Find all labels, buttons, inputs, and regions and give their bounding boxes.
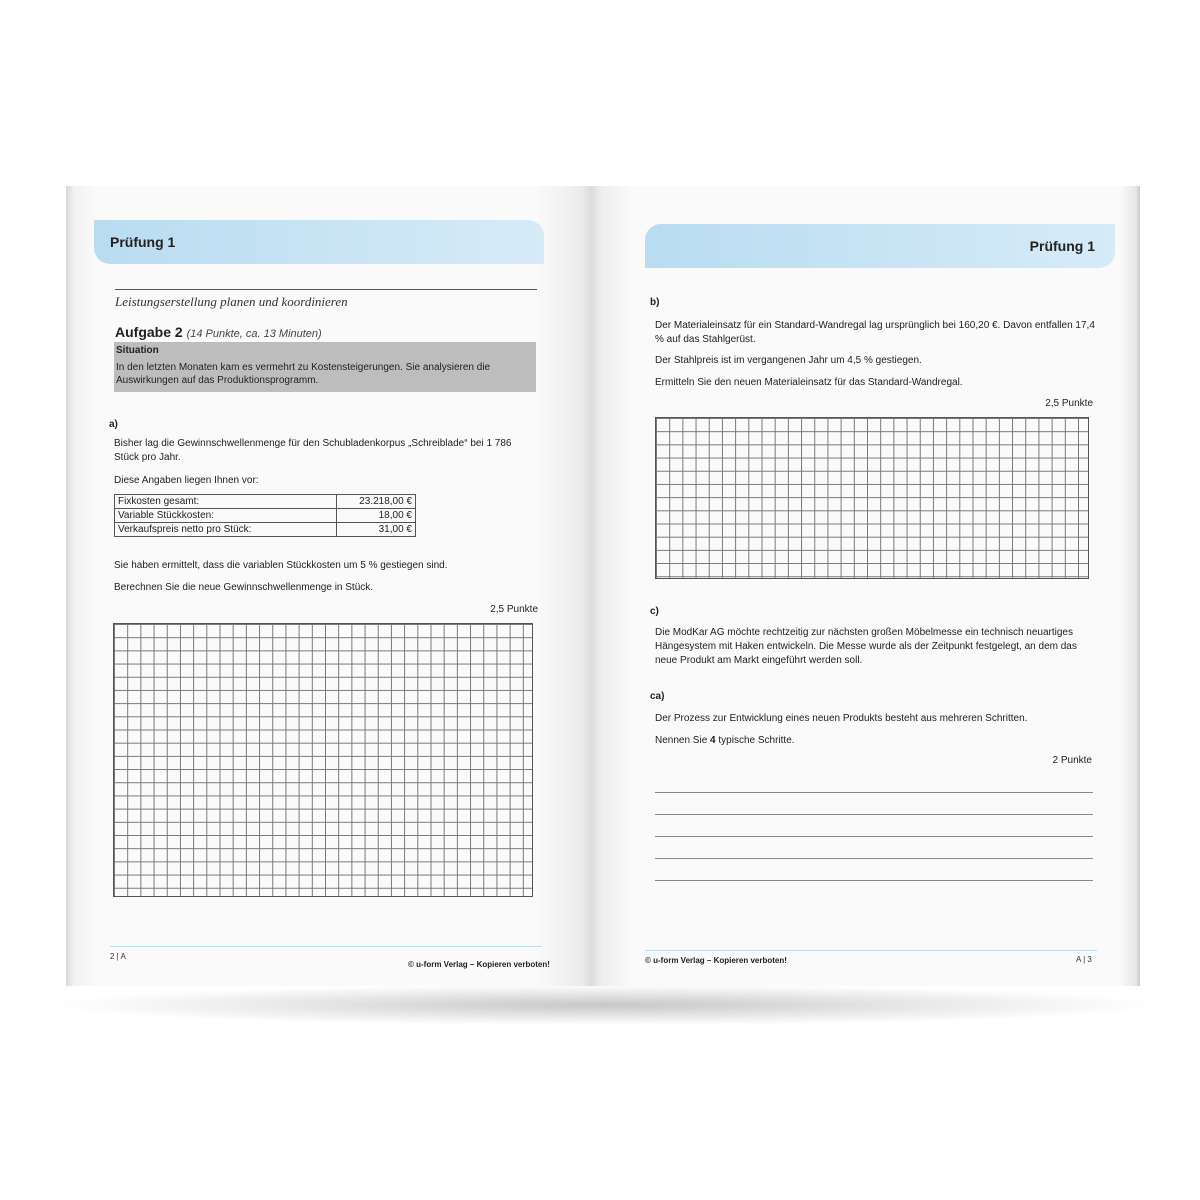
part-a-task: Berechnen Sie die neue Gewinnschwellenmenge in Stück. <box>114 582 374 593</box>
page-number: 2 | A <box>110 952 126 961</box>
page-number: A | 3 <box>1076 955 1092 964</box>
task-suffix: typische Schritte. <box>715 735 795 746</box>
footer-divider <box>110 946 542 947</box>
table-cell-label: Fixkosten gesamt: <box>115 495 337 509</box>
header-title: Prüfung 1 <box>110 234 176 250</box>
points-label: 2 Punkte <box>1052 755 1092 766</box>
table-cell-value: 18,00 € <box>337 509 416 523</box>
task-number: 4 <box>710 735 716 746</box>
table-cell-value: 23.218,00 € <box>337 495 416 509</box>
situation-box <box>114 342 536 392</box>
cost-table <box>114 494 416 537</box>
task-title <box>115 324 322 340</box>
table-row <box>115 495 416 509</box>
part-ca-label: ca) <box>650 691 665 702</box>
footer-divider <box>645 950 1097 951</box>
part-a-info: Sie haben ermittelt, dass die variablen Stückkosten um 5 % gestiegen sind. <box>114 560 448 571</box>
table-cell-value: 31,00 € <box>337 523 416 537</box>
table-row <box>115 509 416 523</box>
part-c-label: c) <box>650 606 659 617</box>
header-title: Prüfung 1 <box>1029 238 1095 254</box>
answer-grid[interactable] <box>655 417 1089 579</box>
task-prefix: Nennen Sie <box>655 735 711 746</box>
part-ca-text: Der Prozess zur Entwicklung eines neuen Produkts besteht aus mehreren Schritten. <box>655 713 1028 724</box>
book-shadow <box>60 985 1150 1025</box>
part-a-label: a) <box>109 419 118 430</box>
points-label: 2,5 Punkte <box>1045 398 1093 409</box>
copyright-notice: © u-form Verlag – Kopieren verboten! <box>408 960 550 969</box>
answer-grid[interactable] <box>113 623 533 897</box>
part-a-intro: Bisher lag die Gewinnschwellenmenge für den Schubladenkorpus „Schreiblade“ bei 1 786 Stück pro Jahr. <box>114 438 512 463</box>
task-name: Aufgabe 2 <box>115 324 183 340</box>
answer-line[interactable] <box>655 858 1093 859</box>
answer-line[interactable] <box>655 836 1093 837</box>
table-cell-label: Verkaufspreis netto pro Stück: <box>115 523 337 537</box>
copyright-notice: © u-form Verlag – Kopieren verboten! <box>645 956 787 965</box>
page-header <box>645 224 1115 268</box>
page-header <box>94 220 544 264</box>
table-row <box>115 523 416 537</box>
situation-text: In den letzten Monaten kam es vermehrt zu Kostensteigerungen. Sie analysieren die Auswirkungen auf das Produktionsprogramm. <box>116 362 491 386</box>
situation-label: Situation <box>116 345 159 356</box>
answer-line[interactable] <box>655 880 1093 881</box>
part-a-given: Diese Angaben liegen Ihnen vor: <box>114 475 259 486</box>
part-b-label: b) <box>650 297 660 308</box>
right-page <box>590 186 1140 986</box>
table-cell-label: Variable Stückkosten: <box>115 509 337 523</box>
topic-title: Leistungserstellung planen und koordinieren <box>115 289 537 310</box>
answer-line[interactable] <box>655 814 1093 815</box>
part-c-text: Die ModKar AG möchte rechtzeitig zur nächsten großen Möbelmesse ein technisch neuartiges Hängesystem mit Haken entwickeln. Die Messe wurde als der Zeitpunkt festgelegt, an dem das neue Produkt am Markt eingeführt werden soll. <box>655 627 1077 666</box>
part-b-info: Der Stahlpreis ist im vergangenen Jahr um 4,5 % gestiegen. <box>655 355 922 366</box>
answer-line[interactable] <box>655 792 1093 793</box>
part-b-text: Der Materialeinsatz für ein Standard-Wandregal lag ursprünglich bei 160,20 €. Davon entfallen 17,4 % auf das Stahlgerüst. <box>655 320 1095 345</box>
part-b-task: Ermitteln Sie den neuen Materialeinsatz für das Standard-Wandregal. <box>655 377 963 388</box>
left-page <box>66 186 590 986</box>
task-meta: (14 Punkte, ca. 13 Minuten) <box>186 328 322 340</box>
points-label: 2,5 Punkte <box>490 604 538 615</box>
part-ca-task <box>655 734 1095 748</box>
